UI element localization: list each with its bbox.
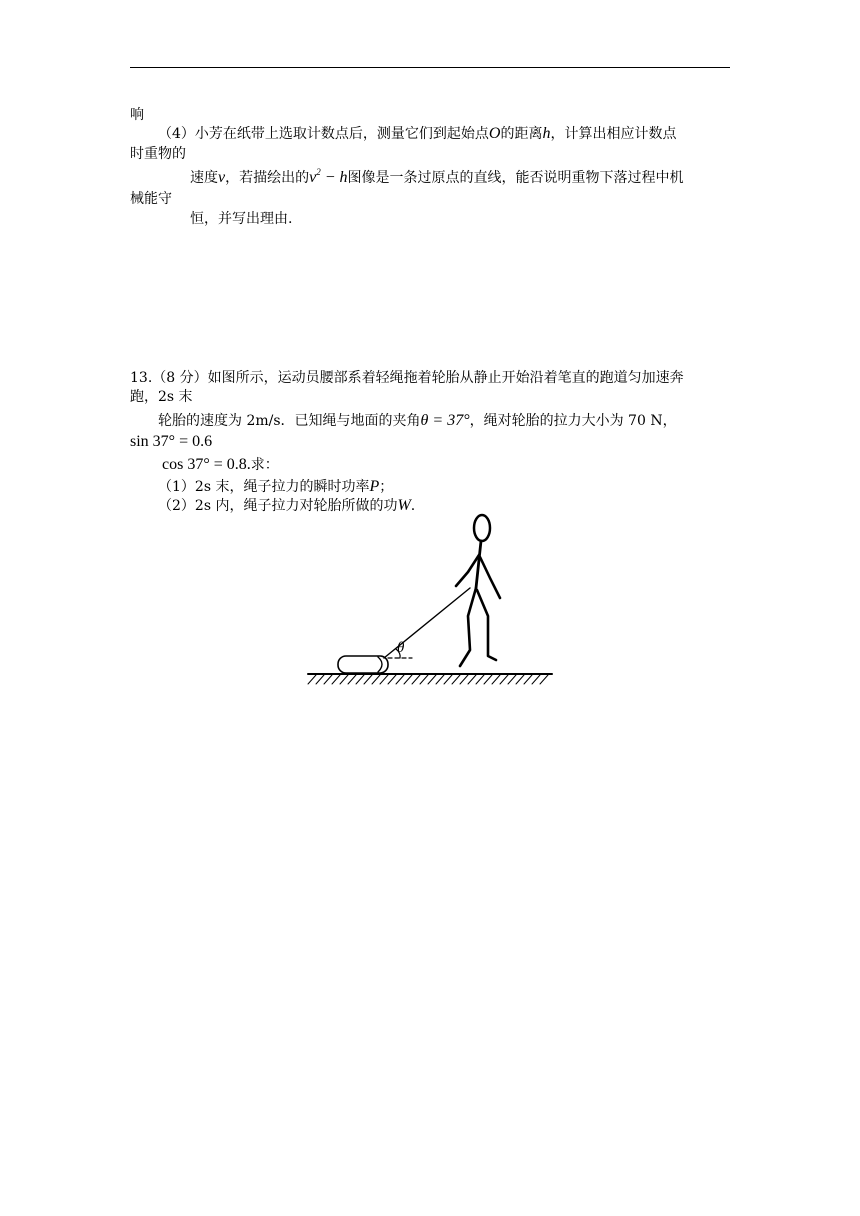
text-fragment: ，计算出相应计数点	[550, 126, 677, 142]
q13-subquestion-1	[158, 478, 393, 496]
var-O: O	[488, 125, 501, 142]
q12-part4-line2	[130, 145, 186, 163]
q13-line2	[130, 388, 193, 406]
runner-left-leg	[460, 588, 476, 666]
text-fragment: ，若描绘出的	[225, 170, 310, 186]
text-fragment: 恒，并写出理由.	[190, 211, 293, 227]
text-fragment: ，绳对轮胎的拉力大小为 70 N，	[469, 413, 677, 429]
text-fragment: 械能守	[130, 191, 172, 207]
text-fragment: 时重物的	[130, 146, 186, 162]
var-v: v	[218, 169, 226, 186]
sin-expression: sin 37° = 0.6	[130, 433, 213, 450]
q13-line3	[158, 412, 677, 430]
text-fragment: 跑，2s 末	[130, 389, 193, 405]
runner-right-leg	[477, 590, 496, 660]
runner-head	[474, 515, 490, 541]
tire-edge	[378, 657, 382, 672]
previous-text-tail	[130, 106, 144, 124]
q12-part4-line1	[158, 125, 676, 143]
q12-part4-line3	[190, 169, 684, 187]
runner-torso	[476, 541, 481, 588]
var-h: h	[542, 125, 551, 142]
q13-sin-line	[130, 433, 212, 451]
theta-expression: θ = 37°	[420, 412, 470, 429]
text-fragment: 轮胎的速度为 2m/s．已知绳与地面的夹角	[158, 413, 421, 429]
text-fragment: （2）2s 内，绳子拉力对轮胎所做的功	[158, 498, 398, 514]
text-fragment: v	[309, 169, 317, 186]
expr-v2-h	[309, 169, 347, 186]
q12-part4-line5	[190, 210, 292, 228]
superscript: 2	[316, 167, 321, 177]
var-W: W	[397, 497, 411, 514]
text-fragment: 速度	[190, 170, 218, 186]
ground-hatching	[308, 675, 548, 684]
text-fragment: 13.（8 分）如图所示，运动员腰部系着轻绳拖着轮胎从静止开始沿着笔直的跑道匀加速奔	[130, 370, 684, 386]
text-fragment: 图像是一条过原点的直线，能否说明重物下落过程中机	[347, 170, 684, 186]
q12-part4-line4	[130, 190, 172, 208]
runner-tire-figure	[300, 510, 560, 690]
text-fragment: 响	[130, 107, 144, 123]
tire	[338, 656, 388, 673]
q13-cos-line	[162, 456, 279, 474]
text-fragment: 的距离	[500, 126, 543, 142]
angle-theta-label: θ	[397, 640, 405, 656]
text-fragment: − h	[320, 169, 348, 186]
header-rule	[130, 67, 730, 68]
text-fragment: （4）小芳在纸带上选取计数点后，测量它们到起始点	[158, 126, 489, 142]
q13-line1	[130, 369, 684, 387]
text-fragment: .	[410, 498, 416, 514]
text-fragment: 求：	[250, 457, 279, 473]
text-fragment: （1）2s 末，绳子拉力的瞬时功率	[158, 479, 370, 495]
cos-expression: cos 37° = 0.8.	[162, 456, 251, 473]
runner-right-arm	[480, 557, 500, 598]
var-P: P	[369, 478, 380, 495]
text-fragment: ；	[379, 479, 394, 495]
